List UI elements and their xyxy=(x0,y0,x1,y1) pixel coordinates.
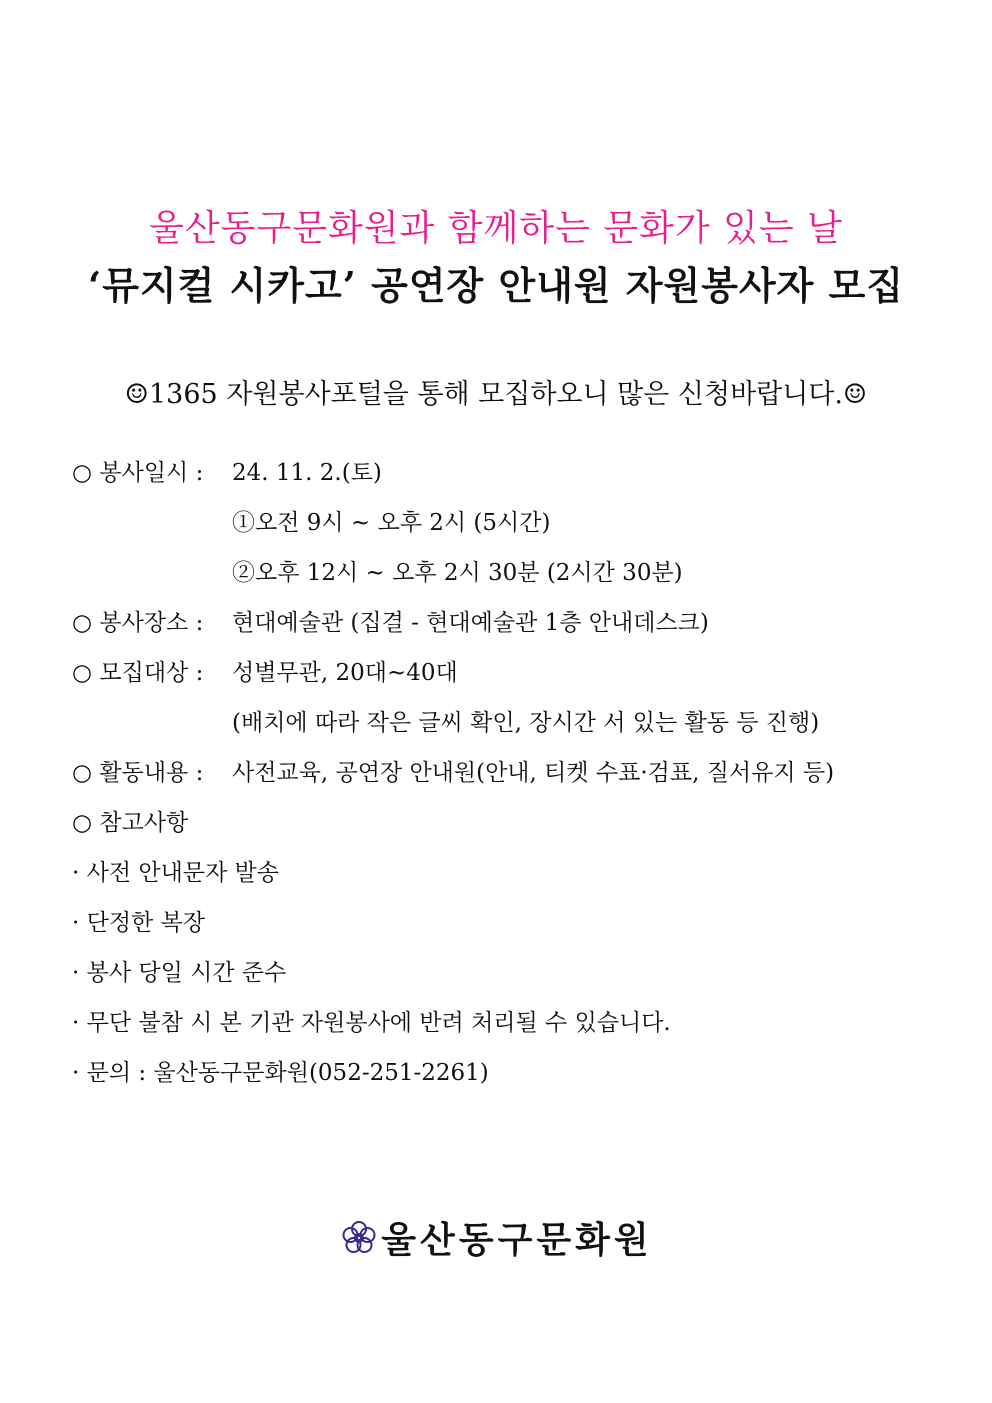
place-row xyxy=(72,608,709,638)
footer-org-name: 울산동구문화원 xyxy=(381,1219,653,1261)
footer-signature xyxy=(0,1212,992,1267)
bullet-item: · 단정한 복장 xyxy=(72,910,206,936)
target-value: 성별무관, 20대~40대 xyxy=(232,660,458,686)
target-row xyxy=(72,658,458,688)
date-slot-1: ①오전 9시 ~ 오후 2시 (5시간) xyxy=(232,510,551,536)
target-note: (배치에 따라 작은 글씨 확인, 장시간 서 있는 활동 등 진행) xyxy=(232,710,820,736)
activity-row xyxy=(72,758,834,788)
target-label: ○ 모집대상 : xyxy=(72,660,204,686)
place-value: 현대예술관 (집결 - 현대예술관 1층 안내데스크) xyxy=(232,610,709,636)
bullet-item: · 봉사 당일 시간 준수 xyxy=(72,960,287,986)
contact-item: · 문의 : 울산동구문화원(052-251-2261) xyxy=(72,1060,489,1086)
date-row xyxy=(72,458,382,488)
place-label: ○ 봉사장소 : xyxy=(72,610,204,636)
notice-text: ☺1365 자원봉사포털을 통해 모집하오니 많은 신청바랍니다.☺ xyxy=(124,379,868,410)
flower-emblem-icon xyxy=(339,1218,379,1267)
title-line-1: 울산동구문화원과 함께하는 문화가 있는 날 xyxy=(149,208,843,249)
date-label: ○ 봉사일시 : xyxy=(72,460,204,486)
bullet-item: · 사전 안내문자 발송 xyxy=(72,860,279,886)
date-value: 24. 11. 2.(토) xyxy=(232,460,382,486)
activity-label: ○ 활동내용 : xyxy=(72,760,204,786)
bullet-item: · 무단 불참 시 본 기관 자원봉사에 반려 처리될 수 있습니다. xyxy=(72,1010,671,1036)
date-slot-2: ②오후 12시 ~ 오후 2시 30분 (2시간 30분) xyxy=(232,560,683,586)
activity-value: 사전교육, 공연장 안내원(안내, 티켓 수표·검표, 질서유지 등) xyxy=(232,760,835,786)
title-line-2: ‘뮤지컬 시카고’ 공연장 안내원 자원봉사자 모집 xyxy=(87,263,905,308)
reference-label: ○ 참고사항 xyxy=(72,810,189,836)
